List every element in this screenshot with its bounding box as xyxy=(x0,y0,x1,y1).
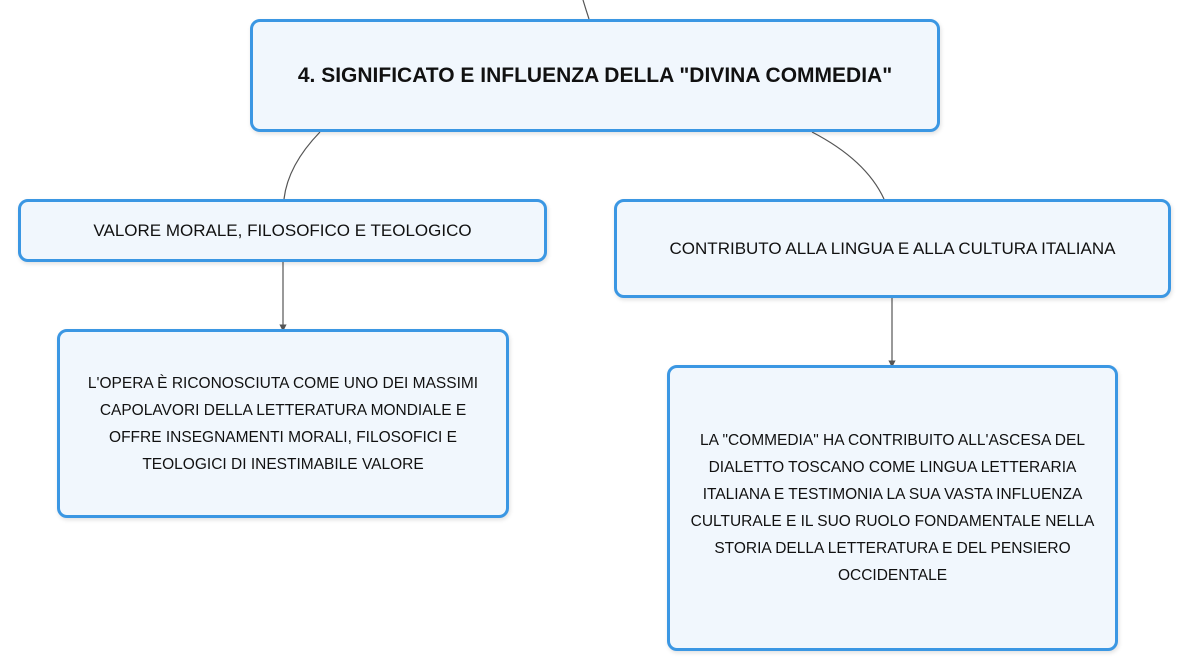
branch-label-language-culture: CONTRIBUTO ALLA LINGUA E ALLA CULTURA ITALIANA xyxy=(669,238,1116,258)
leaf-node-masterpiece[interactable] xyxy=(57,329,509,518)
connector-from-parent xyxy=(583,0,589,19)
connector-root-to-left xyxy=(284,132,320,199)
leaf-text-tuscan-dialect: LA "COMMEDIA" HA CONTRIBUITO ALL'ASCESA DEL DIALETTO TOSCANO COME LINGUA LETTERARIA ITALIANA E TESTIMONIA LA SUA VASTA INFLUENZA CULTURALE E IL SUO RUOLO FONDAMENTALE NELLA STORIA DELLA LETTERATURA E DEL PENSIERO OCCIDENTALE xyxy=(690,432,1095,584)
leaf-text-masterpiece: L'OPERA È RICONOSCIUTA COME UNO DEI MASSIMI CAPOLAVORI DELLA LETTERATURA MONDIALE E OFFRE INSEGNAMENTI MORALI, FILOSOFICI E TEOLOGICI DI INESTIMABILE VALORE xyxy=(87,374,479,473)
leaf-node-tuscan-dialect[interactable] xyxy=(667,365,1118,651)
branch-label-moral-value: VALORE MORALE, FILOSOFICO E TEOLOGICO xyxy=(93,220,472,240)
branch-node-moral-value[interactable] xyxy=(18,199,547,262)
root-topic-node[interactable] xyxy=(250,19,940,132)
branch-node-language-culture[interactable] xyxy=(614,199,1171,298)
connector-root-to-right xyxy=(812,132,884,199)
root-topic-label: 4. SIGNIFICATO E INFLUENZA DELLA "DIVINA COMMEDIA" xyxy=(297,63,893,87)
